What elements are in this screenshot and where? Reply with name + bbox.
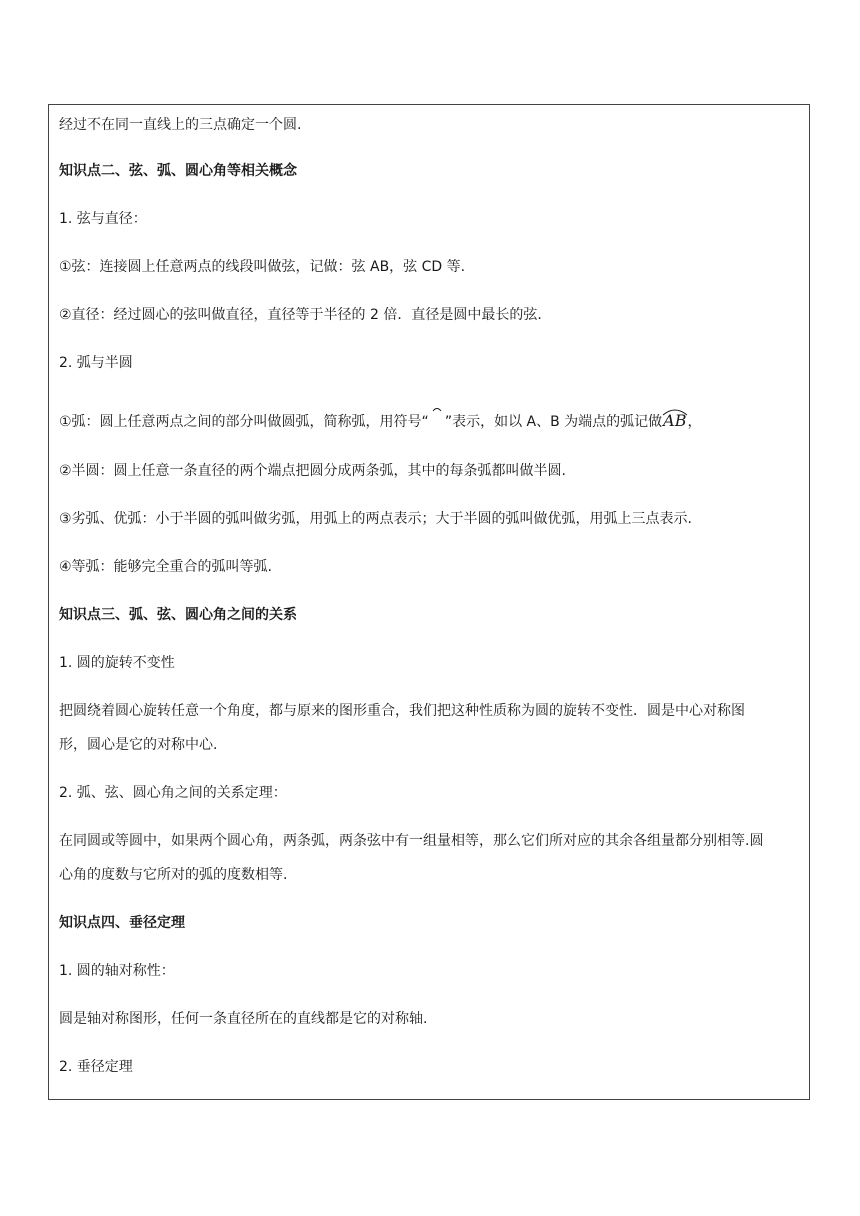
- text-line: 经过不在同一直线上的三点确定一个圆.: [59, 117, 302, 133]
- text-line: ④等弧：能够完全重合的弧叫等弧.: [59, 559, 273, 575]
- arc-text-part2: ”表示，如以 A、B 为端点的弧记做: [444, 414, 663, 430]
- text-line: 在同圆或等圆中，如果两个圆心角，两条弧，两条弦中有一组量相等，那么它们所对应的其余各组量都分别相等.圆: [59, 833, 764, 849]
- text-line: ②直径：经过圆心的弦叫做直径，直径等于半径的 2 倍．直径是圆中最长的弦.: [59, 307, 542, 323]
- subheading: 1. 弦与直径：: [59, 211, 147, 227]
- text-line: ②半圆：圆上任意一条直径的两个端点把圆分成两条弧，其中的每条弧都叫做半圆.: [59, 463, 566, 479]
- content-frame: [48, 104, 810, 1100]
- section-heading: 知识点四、垂径定理: [59, 915, 185, 931]
- text-line: 把圆绕着圆心旋转任意一个角度，都与原来的图形重合，我们把这种性质称为圆的旋转不变性．圆是中心对称图: [59, 703, 745, 719]
- arc-symbol-icon: [429, 413, 445, 429]
- section-heading: 知识点三、弧、弦、圆心角之间的关系: [59, 607, 297, 623]
- text-line: 心角的度数与它所对的弧的度数相等.: [59, 867, 288, 883]
- text-line: 圆是轴对称图形，任何一条直径所在的直线都是它的对称轴.: [59, 1011, 428, 1027]
- arc-ab-label: AB: [663, 411, 687, 430]
- text-line: ③劣弧、优弧：小于半圆的弧叫做劣弧，用弧上的两点表示；大于半圆的弧叫做优弧，用弧上三点表示.: [59, 511, 692, 527]
- arc-text-part1: ①弧：圆上任意两点之间的部分叫做圆弧，简称弧，用符号“: [59, 414, 429, 430]
- text-line: ①弦：连接圆上任意两点的线段叫做弦，记做：弦 AB，弦 CD 等.: [59, 259, 466, 275]
- arc-text-part3: ，: [687, 414, 702, 430]
- subheading: 2. 弧与半圆: [59, 355, 133, 371]
- arc-ab-notation: [662, 413, 687, 429]
- arc-definition-line: [59, 413, 701, 430]
- subheading: 2. 弧、弦、圆心角之间的关系定理：: [59, 785, 287, 801]
- subheading: 1. 圆的旋转不变性: [59, 655, 175, 671]
- section-heading: 知识点二、弦、弧、圆心角等相关概念: [59, 163, 297, 179]
- subheading: 1. 圆的轴对称性：: [59, 963, 175, 979]
- subheading: 2. 垂径定理: [59, 1059, 133, 1075]
- text-line: 形，圆心是它的对称中心.: [59, 737, 218, 753]
